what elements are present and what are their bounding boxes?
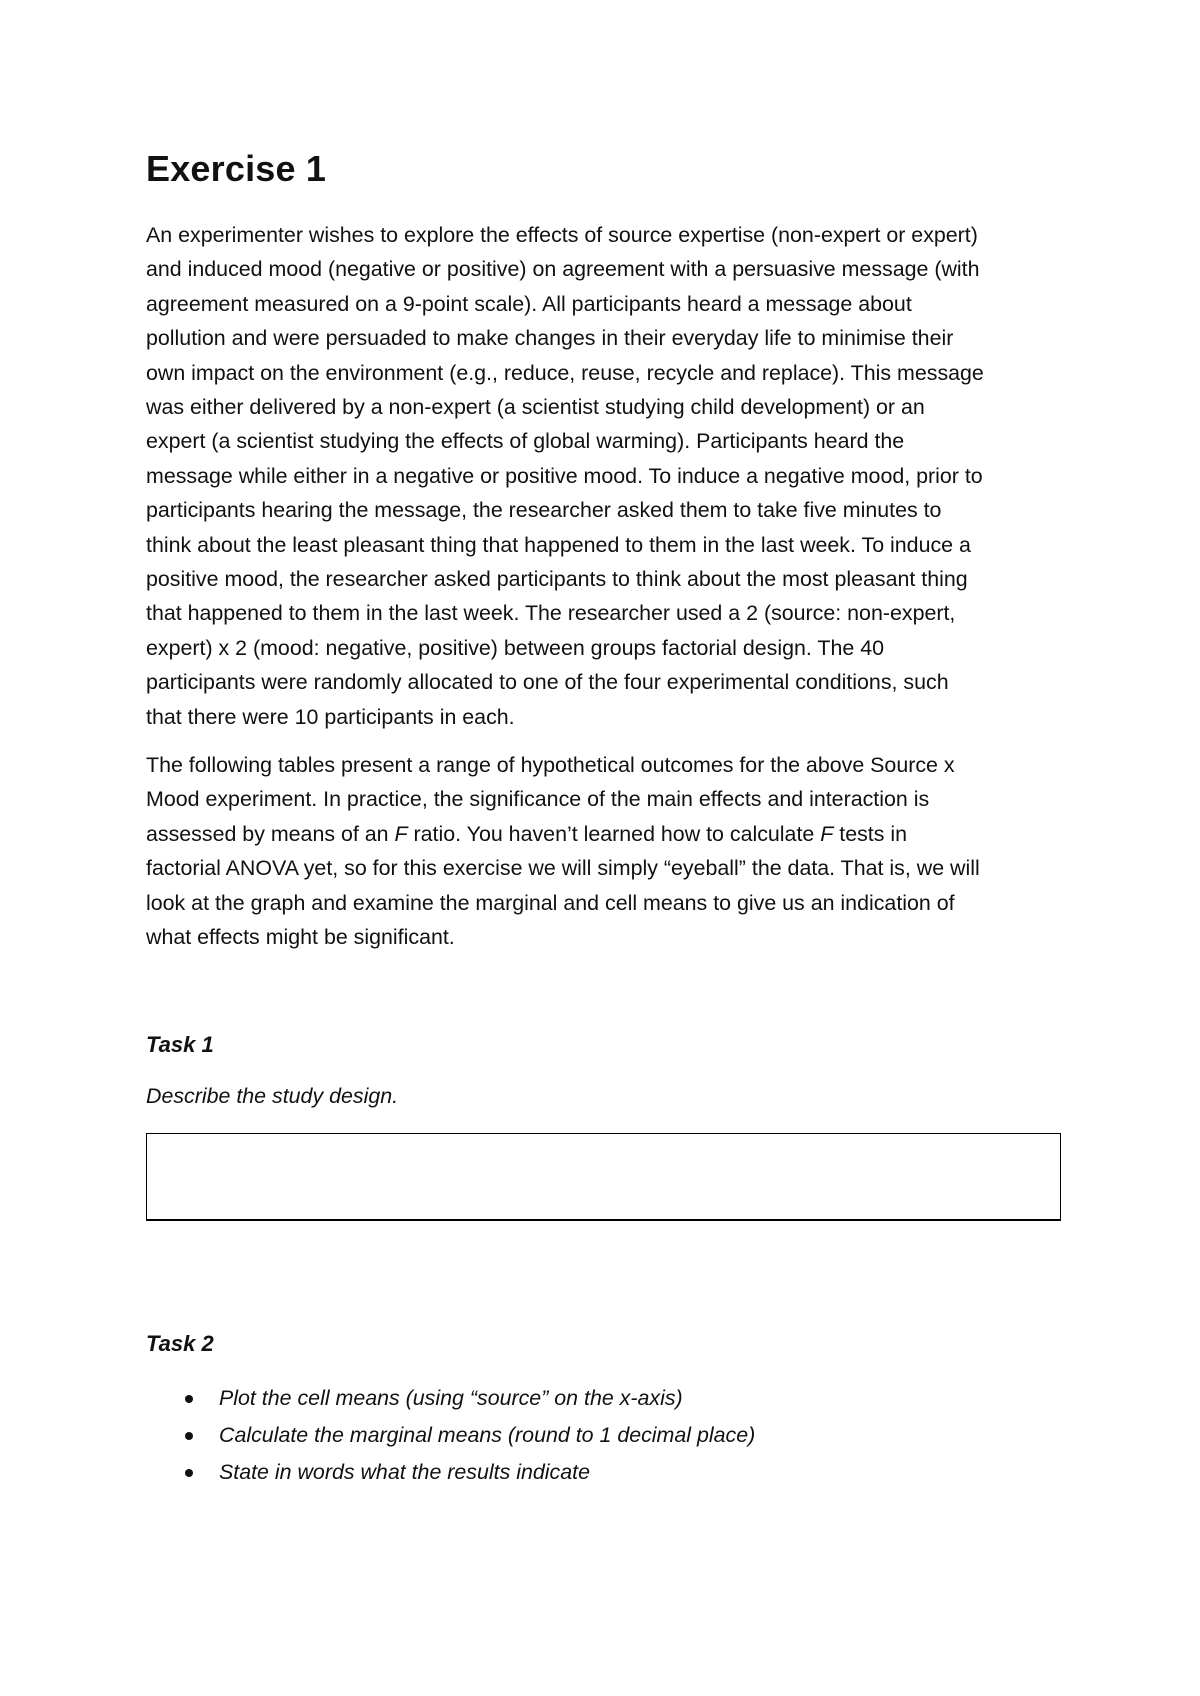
method-line bbox=[146, 817, 1066, 851]
intro-line: and induced mood (negative or positive) on agreement with a persuasive message (with bbox=[146, 257, 980, 282]
exercise-title: Exercise 1 bbox=[146, 148, 327, 189]
task1-prompt: Describe the study design. bbox=[146, 1084, 399, 1108]
task2-heading: Task 2 bbox=[146, 1331, 214, 1356]
method-line: look at the graph and examine the marginal and cell means to give us an indication of bbox=[146, 890, 955, 915]
method-text: ratio. You haven’t learned how to calculate bbox=[407, 821, 821, 846]
intro-line: agreement measured on a 9-point scale). All participants heard a message about bbox=[146, 291, 912, 316]
bullet-text: State in words what the results indicate bbox=[219, 1460, 590, 1484]
task1-answer-box[interactable] bbox=[146, 1133, 1061, 1221]
list-item bbox=[146, 1380, 755, 1417]
method-line: what effects might be significant. bbox=[146, 925, 455, 950]
intro-line: pollution and were persuaded to make changes in their everyday life to minimise their bbox=[146, 326, 954, 351]
intro-line: that happened to them in the last week. The researcher used a 2 (source: non-expert, bbox=[146, 601, 956, 626]
intro-paragraph bbox=[146, 218, 1066, 734]
intro-line: positive mood, the researcher asked participants to think about the most pleasant thing bbox=[146, 567, 968, 592]
f-test-symbol: F bbox=[820, 821, 834, 846]
method-line: Mood experiment. In practice, the significance of the main effects and interaction is bbox=[146, 787, 930, 812]
method-text: tests in bbox=[833, 821, 908, 846]
intro-line: participants hearing the message, the researcher asked them to take five minutes to bbox=[146, 498, 942, 523]
bullet-icon bbox=[185, 1395, 193, 1403]
bullet-icon bbox=[185, 1432, 193, 1440]
method-paragraph bbox=[146, 748, 1066, 954]
method-line: The following tables present a range of hypothetical outcomes for the above Source x bbox=[146, 753, 955, 777]
intro-line: think about the least pleasant thing that happened to them in the last week. To induce a bbox=[146, 532, 971, 557]
bullet-text: Plot the cell means (using “source” on the x-axis) bbox=[219, 1386, 683, 1410]
bullet-icon bbox=[185, 1469, 193, 1477]
list-item bbox=[146, 1454, 755, 1491]
method-text: assessed by means of an bbox=[146, 821, 395, 846]
bullet-text: Calculate the marginal means (round to 1 decimal place) bbox=[219, 1423, 756, 1447]
intro-line: own impact on the environment (e.g., reduce, reuse, recycle and replace). This message bbox=[146, 360, 984, 385]
task1-heading: Task 1 bbox=[146, 1032, 214, 1057]
intro-line: expert (a scientist studying the effects of global warming). Participants heard the bbox=[146, 429, 905, 454]
method-line: factorial ANOVA yet, so for this exercise we will simply “eyeball” the data. That is, we will bbox=[146, 856, 980, 881]
list-item bbox=[146, 1417, 755, 1454]
f-ratio-symbol: F bbox=[394, 821, 408, 846]
intro-line: expert) x 2 (mood: negative, positive) between groups factorial design. The 40 bbox=[146, 635, 884, 660]
intro-line: participants were randomly allocated to one of the four experimental conditions, such bbox=[146, 670, 949, 695]
intro-line: An experimenter wishes to explore the effects of source expertise (non-expert or expert) bbox=[146, 223, 978, 247]
intro-line: was either delivered by a non-expert (a scientist studying child development) or an bbox=[146, 395, 925, 420]
intro-line: message while either in a negative or positive mood. To induce a negative mood, prior to bbox=[146, 463, 983, 488]
task2-bullet-list bbox=[146, 1380, 755, 1491]
intro-line: that there were 10 participants in each. bbox=[146, 704, 515, 729]
